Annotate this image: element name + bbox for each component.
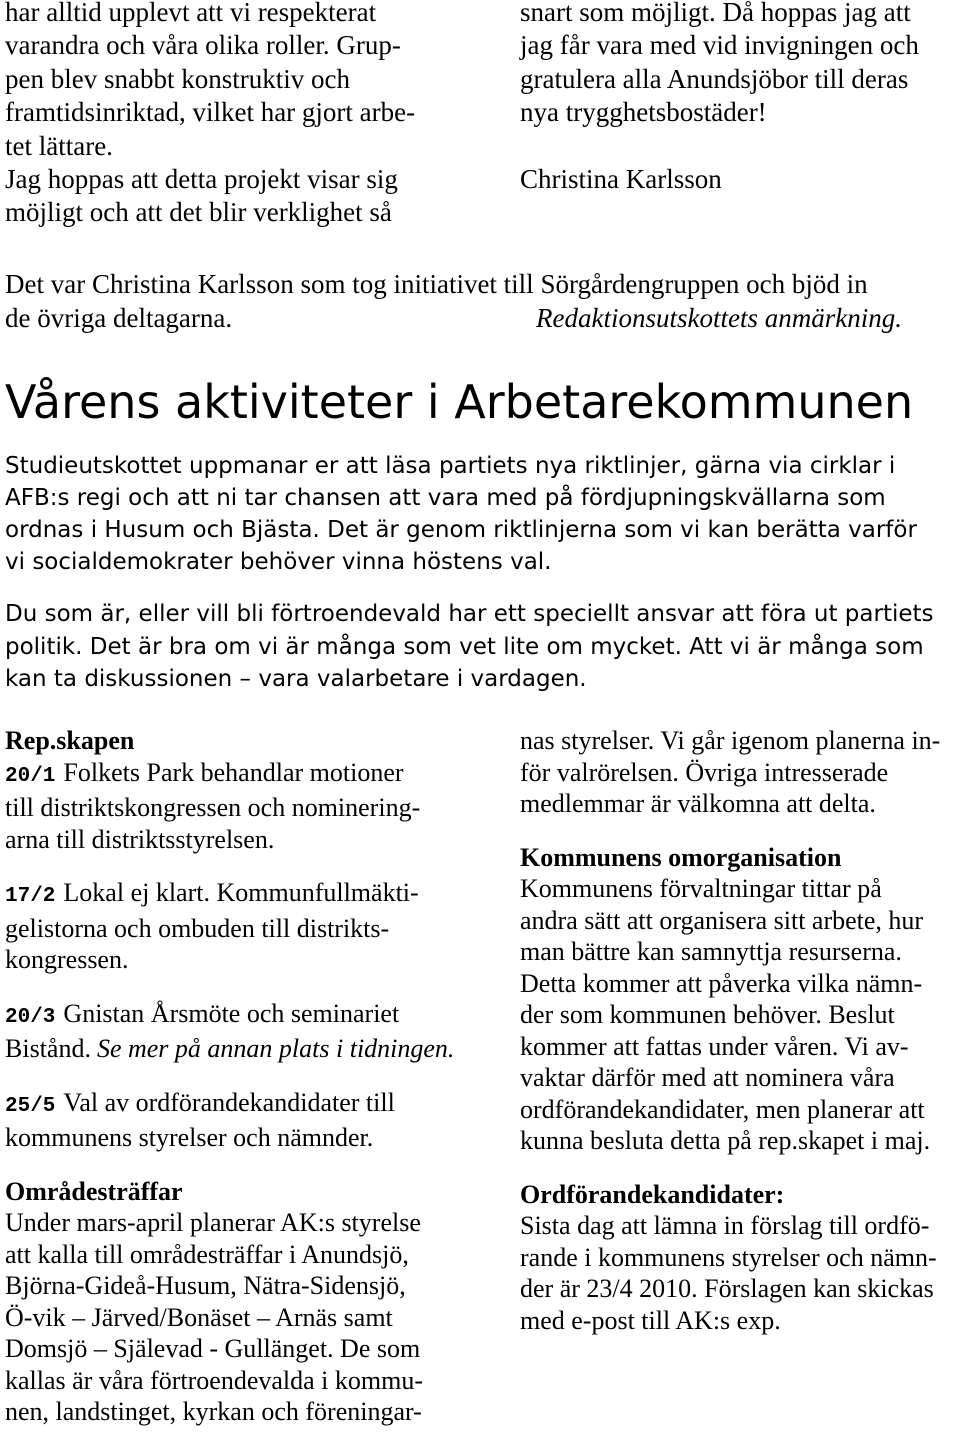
section-line: Detta kommer att påverka vilka nämn- — [520, 968, 923, 998]
paragraph-line: AFB:s regi och att ni tar chansen att vara med på fördjupningskvällarna som — [5, 485, 886, 511]
article-heading: Vårens aktiviteter i Arbetarekommunen — [5, 375, 914, 429]
section-title: Ordförandekandidater: — [520, 1179, 785, 1209]
letter-line: har alltid upplevt att vi respekterat — [5, 0, 377, 27]
section-line: Björna-Gideå-Husum, Nätra-Sidensjö, — [5, 1271, 406, 1300]
section-line: medlemmar är välkomna att delta. — [520, 789, 876, 818]
section-line: der som kommunen behöver. Beslut — [520, 1000, 895, 1029]
section-line: man bättre kan samnyttja resurserna. — [520, 937, 902, 966]
section-line: för valrörelsen. Övriga intresserade — [520, 757, 889, 787]
section-line: andra sätt att organisera sitt arbete, hur — [520, 905, 924, 935]
schedule-date: 17/2 — [5, 885, 56, 908]
letter-line: Jag hoppas att detta projekt visar sig — [5, 164, 398, 195]
section-title: Rep.skapen — [5, 726, 135, 755]
schedule-item — [5, 1087, 454, 1154]
omradestraffar-section — [5, 1176, 454, 1428]
letter-line: tet lättare. — [5, 130, 113, 161]
letter-line: snart som möjligt. Då hoppas jag att — [520, 0, 911, 27]
paragraph-line: politik. Det är bra om vi är många som vet lite om mycket. Att vi är många som — [5, 633, 924, 660]
schedule-item-line: gelistorna och ombuden till distrikts- — [5, 913, 390, 943]
section-line: rande i kommunens styrelser och nämn- — [520, 1242, 937, 1272]
schedule-column-left — [5, 725, 454, 1450]
schedule-item-line: kongressen. — [5, 945, 129, 974]
section-line: kunna besluta detta på rep.skapet i maj. — [520, 1126, 931, 1155]
schedule-text: Folkets Park behandlar motioner — [63, 757, 404, 787]
schedule-column-right — [520, 725, 940, 1358]
editor-note-text: de övriga deltagarna. — [5, 303, 233, 333]
section-title: Kommunens omorganisation — [520, 842, 842, 872]
editor-note — [5, 267, 955, 335]
schedule-item-line: till distriktskongressen och nominering- — [5, 793, 421, 822]
letter-line: möjligt och att det blir verklighet så — [5, 197, 392, 228]
omorganisation-section — [520, 842, 940, 1157]
section-line: ordförandekandidater, men planerar att — [520, 1094, 925, 1124]
article-paragraph-2 — [5, 598, 934, 696]
editor-note-line — [5, 301, 955, 335]
schedule-date: 20/1 — [5, 764, 56, 788]
schedule-item-line: kommunens styrelser och nämnder. — [5, 1123, 374, 1152]
section-line: kallas är våra förtroendevalda i kommu- — [5, 1365, 423, 1395]
schedule-item-line — [5, 1087, 454, 1123]
section-line: med e-post till AK:s exp. — [520, 1305, 781, 1335]
letter-line: framtidsinriktad, vilket har gjort arbe- — [5, 97, 416, 128]
omradestraffar-continued — [520, 725, 940, 820]
paragraph-line: kan ta diskussionen – vara valarbetare i vardagen. — [5, 666, 587, 692]
section-line: vaktar därför med att nominera våra — [520, 1063, 895, 1092]
schedule-item — [5, 877, 454, 976]
section-line: nas styrelser. Vi går igenom planerna in- — [520, 726, 941, 755]
schedule-date: 20/3 — [5, 1005, 56, 1029]
letter-column-left — [5, 0, 415, 230]
editor-note-line: Det var Christina Karlsson som tog initiativet till Sörgårdengruppen och bjöd in — [5, 269, 868, 299]
paragraph-line: ordnas i Husum och Bjästa. Det är genom riktlinjerna som vi kan berätta varför — [5, 517, 917, 543]
schedule-date: 25/5 — [5, 1094, 56, 1118]
section-line: att kalla till områdesträffar i Anundsjö, — [5, 1239, 409, 1269]
repskapen-section — [5, 725, 454, 855]
letter-line: pen blev snabbt konstruktiv och — [5, 63, 350, 94]
letter-line: nya trygghetsbostäder! — [520, 97, 767, 128]
section-line: nen, landstinget, kyrkan och föreningar- — [5, 1397, 422, 1426]
schedule-item-line: arna till distriktsstyrelsen. — [5, 824, 275, 854]
schedule-item-line — [5, 757, 454, 793]
schedule-text: Bistånd. — [5, 1034, 91, 1063]
kandidater-section — [520, 1179, 940, 1337]
schedule-note: Se mer på annan plats i tidningen. — [96, 1034, 455, 1063]
letter-line: varandra och våra olika roller. Grup- — [5, 30, 401, 61]
letter-signature: Christina Karlsson — [520, 164, 722, 195]
section-line: Under mars-april planerar AK:s styrelse — [5, 1208, 421, 1237]
schedule-text: Lokal ej klart. Kommunfullmäkti- — [63, 878, 419, 907]
paragraph-line: Du som är, eller vill bli förtroendevald har ett speciellt ansvar att föra ut partiets — [5, 601, 934, 627]
schedule-item-line — [5, 1033, 454, 1065]
letter-line: gratulera alla Anundsjöbor till deras — [520, 63, 909, 94]
editor-note-attribution: Redaktionsutskottets anmärkning. — [536, 303, 902, 333]
schedule-item — [5, 998, 454, 1065]
letter-line: jag får vara med vid invigningen och — [520, 30, 919, 61]
section-line: Ö-vik – Järved/Bonäset – Arnäs samt — [5, 1302, 393, 1332]
section-line: der är 23/4 2010. Förslagen kan skickas — [520, 1274, 934, 1303]
paragraph-line: vi socialdemokrater behöver vinna höstens val. — [5, 549, 552, 575]
section-line: Domsjö – Själevad - Gullänget. De som — [5, 1334, 421, 1363]
schedule-text: Val av ordförandekandidater till — [63, 1087, 395, 1117]
section-line: Kommunens förvaltningar tittar på — [520, 874, 882, 903]
section-line: Sista dag att lämna in förslag till ordfö- — [520, 1211, 930, 1240]
letter-column-right — [520, 0, 919, 196]
schedule-item-line — [5, 877, 454, 913]
section-line: kommer att fattas under våren. Vi av- — [520, 1031, 909, 1061]
section-title: Områdesträffar — [5, 1176, 183, 1206]
article-paragraph-1 — [5, 450, 917, 578]
paragraph-line: Studieutskottet uppmanar er att läsa partiets nya riktlinjer, gärna via cirklar i — [5, 453, 896, 479]
schedule-item-line — [5, 998, 454, 1034]
schedule-text: Gnistan Årsmöte och seminariet — [63, 998, 400, 1028]
